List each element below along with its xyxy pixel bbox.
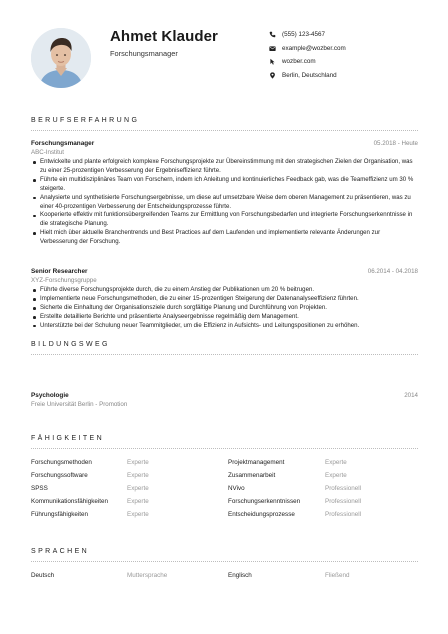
skill-level: Experte xyxy=(127,511,149,518)
location-pin-icon xyxy=(268,71,276,79)
job-company: XYZ-Forschungsgruppe xyxy=(31,277,97,284)
mail-icon xyxy=(268,44,276,52)
job-bullet: Analysierte und synthetisierte Forschungsergebnisse, um diese auf umsetzbare Weise dem oberen Management zu präsentieren, was zu einer 40-prozentigen Verbesserung der Entscheidungsprozesse führte. xyxy=(31,194,418,212)
skill-level: Experte xyxy=(127,498,149,505)
skills-heading: FÄHIGKEITEN xyxy=(31,435,105,442)
section-divider xyxy=(31,130,418,131)
language-level: Fließend xyxy=(325,572,350,579)
languages-heading: SPRACHEN xyxy=(31,548,90,555)
skill-level: Experte xyxy=(127,472,149,479)
contact-phone xyxy=(268,28,346,42)
skill-row xyxy=(31,472,418,485)
job-title: Forschungsmanager xyxy=(31,140,95,147)
education-degree: Psychologie xyxy=(31,392,69,399)
language-level: Muttersprache xyxy=(127,572,168,579)
skill-name: Entscheidungsprozesse xyxy=(228,511,295,518)
job-bullet: Kooperierte effektiv mit funktionsübergreifenden Teams zur Ermittlung von Forschungsbedarfen und integrierte Forschungserkenntnisse in die strategische Planung. xyxy=(31,211,418,229)
job-bullet: Entwickelte und plante erfolgreich komplexe Forschungsprojekte zur Übereinstimmung mit den strategischen Zielen der Organisation, was zu einer 25-prozentigen Verbesserung der Ergebniseffizienz führte. xyxy=(31,158,418,176)
skill-row xyxy=(31,459,418,472)
job-bullet: Erstellte detaillierte Berichte und präsentierte Analyseergebnisse regelmäßig dem Management. xyxy=(31,313,418,322)
skill-level: Professionell xyxy=(325,485,362,492)
skill-row xyxy=(31,511,418,524)
contact-location xyxy=(268,69,346,83)
experience-heading: BERUFSERFAHRUNG xyxy=(31,117,140,124)
skill-name: NVivo xyxy=(228,485,245,492)
skill-name: Kommunikationsfähigkeiten xyxy=(31,498,109,505)
contact-list xyxy=(268,28,346,82)
skills-grid xyxy=(31,459,418,524)
education-school: Freie Universität Berlin - Promotion xyxy=(31,401,128,408)
skill-level: Experte xyxy=(127,459,149,466)
job-dates: 06.2014 - 04.2018 xyxy=(367,268,418,275)
contact-email-text[interactable]: example@wozber.com xyxy=(282,44,346,52)
skill-name: Führungsfähigkeiten xyxy=(31,511,89,518)
languages-grid xyxy=(31,572,418,585)
job-bullet: Führte ein multidisziplinäres Team von Forschern, indem ich Anleitung und kontinuierliches Feedback gab, was die Teameffizienz um 30 % steigerte. xyxy=(31,176,418,194)
education-heading: BILDUNGSWEG xyxy=(31,341,110,348)
job-title: Senior Researcher xyxy=(31,268,88,275)
language-name: Deutsch xyxy=(31,572,55,579)
job-bullet: Sicherte die Einhaltung der Organisationsziele durch sorgfältige Planung und Durchführung von Projekten. xyxy=(31,304,418,313)
job-bullet: Führte diverse Forschungsprojekte durch, die zu einem Anstieg der Publikationen um 20 % beitrugen. xyxy=(31,286,418,295)
section-divider xyxy=(31,448,418,449)
contact-website[interactable] xyxy=(268,55,346,69)
language-row xyxy=(31,572,418,585)
skill-level: Experte xyxy=(127,485,149,492)
skill-name: SPSS xyxy=(31,485,48,492)
skill-row xyxy=(31,498,418,511)
section-divider xyxy=(31,354,418,355)
avatar xyxy=(31,28,91,88)
contact-email[interactable] xyxy=(268,42,346,56)
job-bullet: Hielt mich über aktuelle Branchentrends und Best Practices auf dem Laufenden und implementierte relevante Änderungen zur Verbesserung der Forschung. xyxy=(31,229,418,247)
candidate-title: Forschungsmanager xyxy=(110,49,178,58)
skill-level: Professionell xyxy=(325,498,362,505)
skill-level: Experte xyxy=(325,472,347,479)
candidate-name: Ahmet Klauder xyxy=(110,28,218,45)
contact-website-text[interactable]: wozber.com xyxy=(282,58,316,66)
job-bullet-list xyxy=(31,158,418,247)
skill-name: Zusammenarbeit xyxy=(228,472,276,479)
contact-phone-text: (555) 123-4567 xyxy=(282,31,326,39)
job-dates: 05.2018 - Heute xyxy=(373,140,418,147)
skill-name: Forschungserkenntnissen xyxy=(228,498,301,505)
job-bullet: Unterstützte bei der Schulung neuer Teammitglieder, um die Effizienz in Aufsichts- und Leitungspositionen zu erhöhen. xyxy=(31,322,418,331)
language-name: Englisch xyxy=(228,572,252,579)
skill-level: Professionell xyxy=(325,511,362,518)
skill-row xyxy=(31,485,418,498)
skill-name: Forschungssoftware xyxy=(31,472,88,479)
contact-location-text: Berlin, Deutschland xyxy=(282,71,337,79)
job-bullet: Implementierte neue Forschungsmethoden, die zu einer 15-prozentigen Steigerung der Datenanalyseeffizienz führten. xyxy=(31,295,418,304)
job-bullet-list xyxy=(31,286,418,331)
skill-level: Experte xyxy=(325,459,347,466)
section-divider xyxy=(31,561,418,562)
link-icon xyxy=(268,58,276,66)
job-company: ABC-Institut xyxy=(31,149,65,156)
profile-photo xyxy=(31,28,91,88)
skill-name: Projektmanagement xyxy=(228,459,285,466)
education-year: 2014 xyxy=(404,392,418,399)
phone-icon xyxy=(268,31,276,39)
skill-name: Forschungsmethoden xyxy=(31,459,92,466)
